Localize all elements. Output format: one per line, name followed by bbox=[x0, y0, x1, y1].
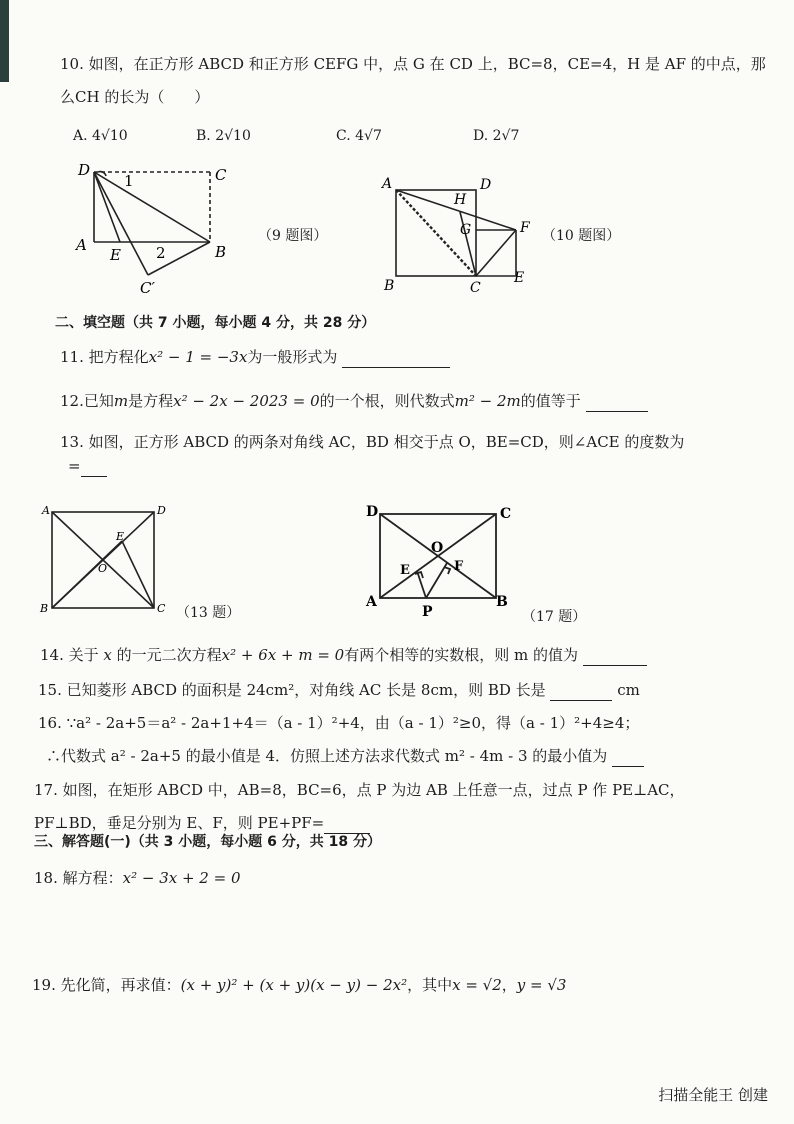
q10-stem-line1: 10. 如图，在正方形 ABCD 和正方形 CEFG 中，点 G 在 CD 上，BC=8，CE=4，H 是 AF 的中点，那 bbox=[60, 55, 766, 73]
fig13-label-o: O bbox=[98, 562, 108, 575]
figure-9 bbox=[70, 160, 240, 300]
q16-answer-blank[interactable] bbox=[612, 746, 644, 767]
fig13-label-b: B bbox=[40, 602, 49, 615]
q17-line2: PF⊥BD，垂足分别为 E、F，则 PE+PF= bbox=[34, 813, 370, 834]
section-2-title: 二、填空题（共 7 小题，每小题 4 分，共 28 分） bbox=[55, 315, 376, 331]
fig17-label-c: C bbox=[500, 506, 512, 522]
fig10-label-d: D bbox=[480, 177, 492, 193]
q13-answer-blank[interactable] bbox=[81, 456, 107, 477]
question-11: 11. 把方程化x² − 1 = −3x为一般形式为 bbox=[60, 347, 450, 368]
question-15: 15. 已知菱形 ABCD 的面积是 24cm²，对角线 AC 长是 8cm，则 BD 长是 cm bbox=[38, 681, 640, 699]
scan-edge-shadow bbox=[0, 0, 9, 82]
fig10-label-e: E bbox=[514, 270, 525, 286]
q11-answer-blank[interactable] bbox=[342, 347, 450, 368]
fig10-label-a: A bbox=[382, 176, 393, 192]
q16-line2: ∴代数式 a² - 2a+5 的最小值是 4．仿照上述方法求代数式 m² - 4m - 3 的最小值为 bbox=[46, 746, 644, 767]
fig9-label-c-prime: C′ bbox=[140, 279, 155, 297]
fig9-label-b: B bbox=[215, 243, 227, 261]
fig10-label-f: F bbox=[520, 220, 530, 236]
question-18: 18. 解方程：x² − 3x + 2 = 0 bbox=[34, 869, 241, 887]
fig17-label-b: B bbox=[496, 594, 508, 610]
fig9-angle-1: 1 bbox=[124, 172, 134, 190]
fig13-caption: （13 题） bbox=[176, 605, 241, 621]
fig17-label-p: P bbox=[422, 604, 433, 620]
figure-13 bbox=[36, 500, 176, 620]
fig13-label-e: E bbox=[116, 530, 125, 543]
question-12: 12.已知m是方程x² − 2x − 2023 = 0的一个根，则代数式m² − 2m的值等于 bbox=[60, 391, 648, 412]
fig9-label-d: D bbox=[78, 161, 91, 179]
q10-option-b: B. 2√10 bbox=[196, 128, 251, 144]
fig10-caption: （10 题图） bbox=[542, 228, 621, 244]
fig10-label-g: G bbox=[460, 222, 472, 238]
fig17-label-e: E bbox=[400, 563, 410, 578]
fig9-angle-2: 2 bbox=[156, 244, 166, 262]
q16-line1: 16. ∵a² - 2a+5＝a² - 2a+1+4＝（a - 1）²+4，由（a - 1）²≥0，得（a - 1）²+4≥4； bbox=[38, 714, 640, 732]
fig17-label-a: A bbox=[366, 594, 377, 610]
figure-10 bbox=[380, 172, 540, 294]
q13-line2: = bbox=[68, 456, 107, 477]
fig17-caption: （17 题） bbox=[522, 609, 587, 625]
q10-option-d: D. 2√7 bbox=[473, 128, 520, 144]
q13-line1: 13. 如图，正方形 ABCD 的两条对角线 AC，BD 相交于点 O，BE=CD，则∠ACE 的度数为 bbox=[60, 433, 685, 451]
question-14: 14. 关于 x 的一元二次方程x² + 6x + m = 0有两个相等的实数根，则 m 的值为 bbox=[40, 645, 647, 666]
fig9-label-e: E bbox=[110, 246, 121, 264]
fig9-caption: （9 题图） bbox=[258, 228, 328, 244]
fig17-label-o: O bbox=[431, 540, 444, 556]
fig10-label-h: H bbox=[454, 192, 467, 208]
fig17-label-f: F bbox=[454, 559, 464, 574]
fig17-label-d: D bbox=[366, 504, 379, 520]
question-19: 19. 先化简，再求值：(x + y)² + (x + y)(x − y) − 2x²，其中x = √2，y = √3 bbox=[32, 976, 567, 994]
fig13-label-c: C bbox=[157, 602, 166, 615]
q17-line1: 17. 如图，在矩形 ABCD 中，AB=8，BC=6，点 P 为边 AB 上任意一点，过点 P 作 PE⊥AC， bbox=[34, 781, 685, 799]
fig10-label-c: C bbox=[470, 280, 481, 294]
q12-answer-blank[interactable] bbox=[586, 391, 648, 412]
fig9-label-c: C bbox=[215, 166, 227, 184]
q10-option-c: C. 4√7 bbox=[336, 128, 382, 144]
q10-stem-line2: 么CH 的长为（ ） bbox=[60, 88, 210, 106]
fig10-label-b: B bbox=[384, 278, 395, 294]
scanner-watermark: 扫描全能王 创建 bbox=[658, 1086, 768, 1104]
fig13-label-a: A bbox=[42, 504, 50, 517]
q17-answer-blank[interactable] bbox=[324, 813, 370, 834]
section-3-title: 三、解答题(一)（共 3 小题，每小题 6 分，共 18 分） bbox=[34, 834, 382, 850]
fig13-label-d: D bbox=[157, 504, 166, 517]
figure-17 bbox=[360, 500, 520, 624]
fig9-label-a: A bbox=[76, 236, 87, 254]
q14-answer-blank[interactable] bbox=[583, 645, 647, 666]
q15-answer-blank[interactable] bbox=[550, 680, 612, 701]
q10-option-a: A. 4√10 bbox=[73, 128, 128, 144]
